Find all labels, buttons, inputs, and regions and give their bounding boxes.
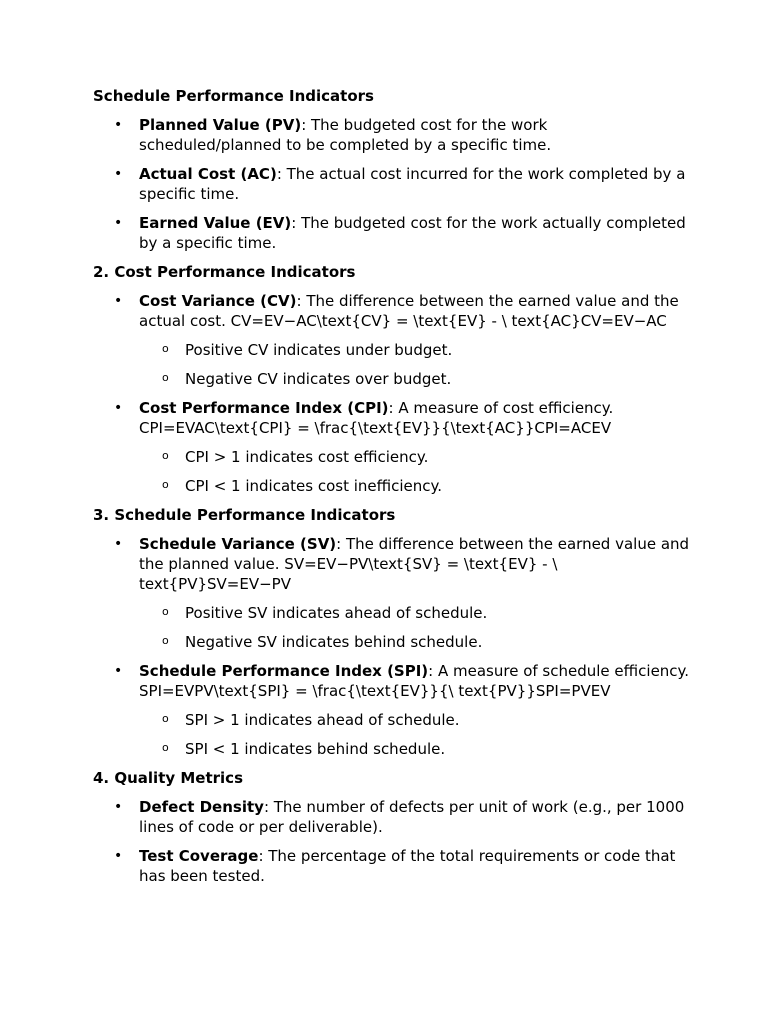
bullet-icon: •: [114, 848, 123, 864]
circle-bullet-icon: o: [162, 712, 169, 725]
item-term: Schedule Variance (SV): [139, 535, 337, 553]
list-item: [93, 846, 693, 886]
item-text: : A measure of schedule efficiency. SPI=EVPV\text{SPI} = \frac{\text{EV}}{\ text{PV}}SPI=PVEV: [139, 662, 690, 700]
sub-bullet-list: [139, 447, 693, 496]
sub-bullet-list: [139, 710, 693, 759]
sub-list-item: [139, 340, 693, 360]
sub-bullet-list: [139, 340, 693, 389]
section-heading: 4. Quality Metrics: [93, 769, 243, 787]
circle-bullet-icon: o: [162, 634, 169, 647]
list-item: [93, 291, 693, 389]
bullet-list: [93, 291, 693, 496]
bullet-icon: •: [114, 799, 123, 815]
sub-item-text: CPI > 1 indicates cost efficiency.: [185, 448, 429, 466]
circle-bullet-icon: o: [162, 371, 169, 384]
sub-list-item: [139, 476, 693, 496]
circle-bullet-icon: o: [162, 449, 169, 462]
sub-item-text: SPI > 1 indicates ahead of schedule.: [185, 711, 460, 729]
sub-list-item: [139, 603, 693, 623]
item-text: : The budgeted cost for the work actually completed by a specific time.: [139, 214, 686, 252]
list-item: [93, 534, 693, 652]
list-item: [93, 115, 693, 155]
item-term: Test Coverage: [139, 847, 259, 865]
list-item: [93, 213, 693, 253]
sub-list-item: [139, 710, 693, 730]
item-text: : The difference between the earned value and the actual cost. CV=EV−AC\text{CV} = \text{EV} - \ text{AC}CV=EV−AC: [139, 292, 679, 330]
list-item: [93, 398, 693, 496]
circle-bullet-icon: o: [162, 741, 169, 754]
item-term: Defect Density: [139, 798, 264, 816]
item-term: Planned Value (PV): [139, 116, 302, 134]
sub-item-text: Negative SV indicates behind schedule.: [185, 633, 483, 651]
bullet-icon: •: [114, 663, 123, 679]
item-text: : The difference between the earned value and the planned value. SV=EV−PV\text{SV} = \text{EV} - \ text{PV}SV=EV−PV: [139, 535, 690, 593]
item-term: Earned Value (EV): [139, 214, 292, 232]
sub-item-text: CPI < 1 indicates cost inefficiency.: [185, 477, 443, 495]
section-heading: 2. Cost Performance Indicators: [93, 263, 356, 281]
document-page: [93, 86, 693, 895]
bullet-icon: •: [114, 166, 123, 182]
item-text: : A measure of cost efficiency. CPI=EVAC\text{CPI} = \frac{\text{EV}}{\text{AC}}CPI=ACEV: [139, 399, 614, 437]
sub-list-item: [139, 632, 693, 652]
sub-list-item: [139, 369, 693, 389]
item-term: Schedule Performance Index (SPI): [139, 662, 429, 680]
sub-bullet-list: [139, 603, 693, 652]
sub-item-text: Positive SV indicates ahead of schedule.: [185, 604, 488, 622]
bullet-icon: •: [114, 536, 123, 552]
circle-bullet-icon: o: [162, 478, 169, 491]
sub-list-item: [139, 447, 693, 467]
item-text: : The actual cost incurred for the work completed by a specific time.: [139, 165, 686, 203]
item-text: : The budgeted cost for the work scheduled/planned to be completed by a specific time.: [139, 116, 552, 154]
item-term: Cost Variance (CV): [139, 292, 297, 310]
item-term: Actual Cost (AC): [139, 165, 277, 183]
bullet-list: [93, 115, 693, 253]
bullet-icon: •: [114, 400, 123, 416]
circle-bullet-icon: o: [162, 342, 169, 355]
item-text: : The number of defects per unit of work (e.g., per 1000 lines of code or per deliverable).: [139, 798, 685, 836]
bullet-icon: •: [114, 293, 123, 309]
sub-item-text: SPI < 1 indicates behind schedule.: [185, 740, 446, 758]
list-item: [93, 164, 693, 204]
bullet-icon: •: [114, 117, 123, 133]
item-text: : The percentage of the total requirements or code that has been tested.: [139, 847, 676, 885]
list-item: [93, 797, 693, 837]
bullet-list: [93, 797, 693, 886]
item-term: Cost Performance Index (CPI): [139, 399, 389, 417]
bullet-list: [93, 534, 693, 759]
circle-bullet-icon: o: [162, 605, 169, 618]
list-item: [93, 661, 693, 759]
section-heading: Schedule Performance Indicators: [93, 87, 374, 105]
bullet-icon: •: [114, 215, 123, 231]
sub-list-item: [139, 739, 693, 759]
sub-item-text: Negative CV indicates over budget.: [185, 370, 452, 388]
sub-item-text: Positive CV indicates under budget.: [185, 341, 453, 359]
section-heading: 3. Schedule Performance Indicators: [93, 506, 396, 524]
